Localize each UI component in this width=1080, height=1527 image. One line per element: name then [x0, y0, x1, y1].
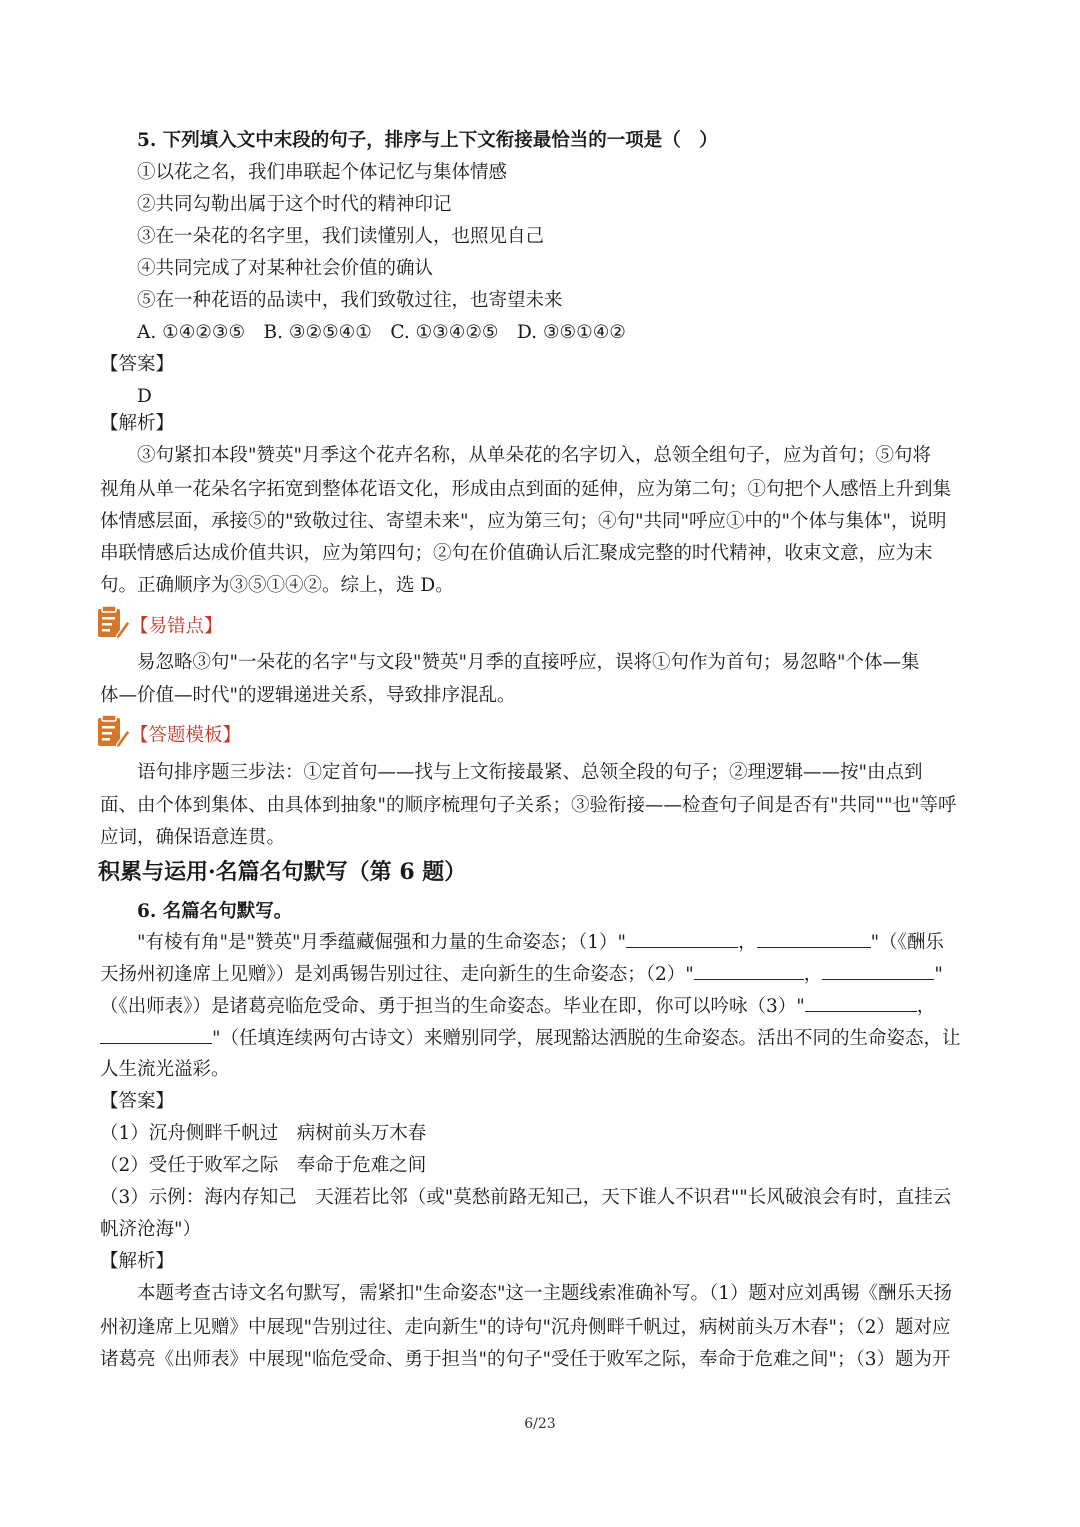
question-5-title: 5. 下列填入文中末段的句子，排序与上下文衔接最恰当的一项是（ ）: [137, 130, 718, 151]
q6-text: ": [934, 964, 943, 985]
q6-answer-label: 【答案】: [100, 1091, 175, 1112]
q6-answer-line: （3）示例：海内存知己 天涯若比邻（或"莫愁前路无知己，天下谁人不识君""长风破浪会有时，直挂云: [100, 1187, 952, 1208]
q5-analysis-line: 视角从单一花朵名字拓宽到整体花语文化，形成由点到面的延伸，应为第二句；①句把个人感悟上升到集: [100, 479, 952, 500]
q5-analysis-line: 体情感层面，承接⑤的"致敬过往、寄望未来"，应为第三句；④句"共同"呼应①中的"个体与集体"，说明: [100, 511, 947, 532]
q5-analysis-line: 串联情感后达成价值共识，应为第四句；②句在价值确认后汇聚成完整的时代精神，收束文意，应为末: [100, 543, 933, 564]
q5-item-4: ④共同完成了对某种社会价值的确认: [137, 258, 434, 279]
q5-item-3: ③在一朵花的名字里，我们读懂别人，也照见自己: [137, 226, 545, 247]
fill-blank-1a[interactable]: [626, 929, 738, 948]
question-6-title: 6. 名篇名句默写。: [137, 901, 293, 922]
q6-analysis-line: 州初逢席上见赠》中展现"告别过往、走向新生"的诗句"沉舟侧畔千帆过，病树前头万木春"；（2）题对应: [100, 1317, 951, 1338]
q6-sep: ，: [916, 996, 936, 1017]
fill-blank-2a[interactable]: [694, 961, 804, 980]
q6-paragraph-line: [100, 961, 943, 988]
q6-text: （《出师表》）是诸葛亮临危受命、勇于担当的生命姿态。毕业在即，你可以吟咏（3）": [100, 996, 805, 1017]
q5-item-5: ⑤在一种花语的品读中，我们致敬过往，也寄望未来: [137, 290, 563, 311]
template-line: 面、由个体到集体、由具体到抽象"的顺序梳理句子关系；③验衔接——检查句子间是否有"共同""也"等呼: [100, 795, 957, 816]
template-line: 应词，确保语意连贯。: [100, 827, 286, 848]
mistake-line: 体—价值—时代"的逻辑递进关系，导致排序混乱。: [100, 685, 516, 706]
notepad-pencil-icon: [96, 713, 130, 749]
mistake-label: 【易错点】: [130, 616, 223, 637]
q6-sep: ，: [738, 932, 757, 953]
page-number: 6/23: [524, 1416, 556, 1432]
q6-text: "有棱有角"是"赞英"月季蕴藏倔强和力量的生命姿态；（1）": [137, 932, 627, 953]
q6-answer-line: （2）受任于败军之际 奉命于危难之间: [100, 1155, 427, 1176]
q5-answer-label: 【答案】: [100, 354, 175, 375]
q6-text: "（任填连续两句古诗文）来赠别同学，展现豁达洒脱的生命姿态。活出不同的生命姿态，让: [212, 1028, 961, 1049]
notepad-pencil-icon: [96, 604, 130, 640]
q5-analysis-line: 句。正确顺序为③⑤①④②。综上，选 D。: [100, 575, 454, 596]
q6-analysis-label: 【解析】: [100, 1251, 175, 1272]
q5-options: A. ①④②③⑤ B. ③②⑤④① C. ①③④②⑤ D. ③⑤①④②: [137, 322, 626, 343]
q6-sep: ，: [803, 964, 823, 985]
fill-blank-3a[interactable]: [805, 993, 917, 1012]
q6-text: "（《酬乐: [870, 932, 944, 953]
q6-paragraph-line: 人生流光溢彩。: [100, 1059, 230, 1080]
q6-answer-line: 帆济沧海"）: [100, 1219, 202, 1240]
template-label: 【答题模板】: [130, 725, 242, 746]
q6-paragraph-line: [100, 993, 935, 1020]
fill-blank-3b[interactable]: [100, 1025, 212, 1044]
mistake-line: 易忽略③句"一朵花的名字"与文段"赞英"月季的直接呼应，误将①句作为首句；易忽略"个体—集: [137, 652, 920, 673]
q6-analysis-line: 诸葛亮《出师表》中展现"临危受命、勇于担当"的句子"受任于败军之际，奉命于危难之间"；（3）题为开: [100, 1349, 951, 1370]
q5-item-2: ②共同勾勒出属于这个时代的精神印记: [137, 194, 452, 215]
q5-item-1: ①以花之名，我们串联起个体记忆与集体情感: [137, 162, 508, 183]
q6-paragraph-line: [100, 1025, 961, 1052]
q5-analysis-label: 【解析】: [100, 413, 175, 434]
template-line: 语句排序题三步法：①定首句——找与上文衔接最紧、总领全段的句子；②理逻辑——按"由点到: [137, 762, 923, 783]
q5-answer: D: [137, 386, 152, 407]
q6-answer-line: （1）沉舟侧畔千帆过 病树前头万木春: [100, 1123, 427, 1144]
q6-text: 天扬州初逢席上见赠》）是刘禹锡告别过往、走向新生的生命姿态；（2）": [100, 964, 694, 985]
fill-blank-2b[interactable]: [822, 961, 934, 980]
fill-blank-1b[interactable]: [757, 929, 871, 948]
q6-paragraph-line: [137, 929, 944, 956]
q6-analysis-line: 本题考查古诗文名句默写，需紧扣"生命姿态"这一主题线索准确补写。（1）题对应刘禹锡《酬乐天扬: [137, 1283, 953, 1304]
section-heading: 积累与运用·名篇名句默写（第 6 题）: [98, 859, 467, 885]
q5-analysis-line: ③句紧扣本段"赞英"月季这个花卉名称，从单朵花的名字切入，总领全组句子，应为首句；⑤句将: [137, 445, 932, 466]
